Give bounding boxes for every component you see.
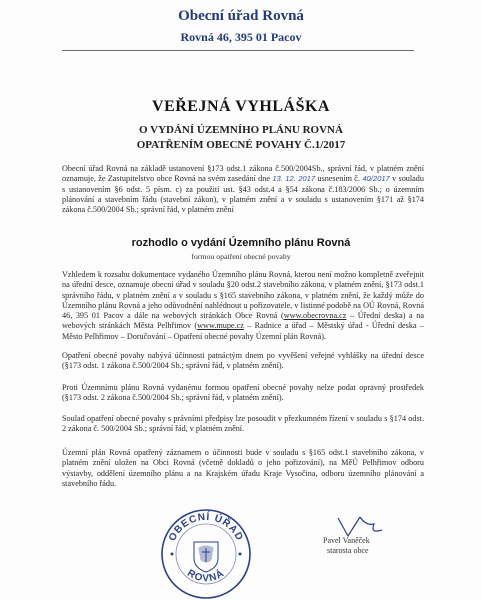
intro-text-a: Obecní úřad Rovná na základě ustanovení §173 odst.1 zákona č.500/2004Sb., správní řád, v platném znění oznamuje, že Zastupitelstvo obce Rovná na svém zasedání dne [62,164,424,184]
svg-text:ROVNÁ [185,566,227,584]
intro-text-b: usnesením č. [315,174,363,184]
decision-form: formou opatření obecné povahy [191,252,291,261]
decision-heading: rozhodlo o vydání Územního plánu Rovná [131,237,351,249]
link-mupe[interactable]: www.mupe.cz [197,321,244,331]
office-name: Obecní úřad Rovná [178,8,304,24]
signatory [323,536,370,556]
document-title: VEŘEJNÁ VYHLÁŠKA [152,98,330,115]
paragraph-effectiveness: Opatření obecné povahy nabývá účinnosti patnáctým dnem po vyvěšení veřejné vyhlášky na úřední desce (§173 odst. 1 zákona č.500/2004 Sb.; správní řád, v platném znění). [62,351,424,371]
p2-text-b: – Úřední deska) a na webových stránkách Města Pelhřimov ( [62,311,424,331]
p2-text-a: Vzhledem k rozsahu dokumentace vydaného Územního plánu Rovná, kterou není možno kompletně zveřejnit na úřední desce, oznamuje obecní úřad v souladu §20 odst.2 stavebního zákona, v platném znění, §173 odst.1 správního řádu, v platném znění a v souladu s §165 stavebního zákona, v platném znění, že každý může do Územního plánu Rovná a jeho odůvodnění nahlédnout u pořizovatele, v listinné podobě na OÚ Rovná, Rovná 46, 395 01 Pacov a dále na webových stránkách Obce Rovná ( [62,270,424,321]
stamp-text-top: OBECNÍ ÚŘAD [166,511,246,544]
stamp-text-bottom: ROVNÁ [185,567,227,585]
handwritten-date: 13. 12. 2017 [272,174,316,184]
p2-text-c: – Radnice a úřad – Městský úřad - Úřední deska – Město Pelhřimov – Doručování – Opatření obecné povahy Územní plán Rovná). [62,321,424,341]
intro-text-c: v souladu s ustanovením §6 odst. 5 písm. c) za použití ust. §43 odst.4 a §54 zákona č.183/2006 Sb.; o územním plánování a stavebním řádu (stavební zákon), v platném znění a v souladu s ustanovením §171 až §174 zákona č.500/2004 Sb.; správní řád, v platném znění [62,174,424,215]
coat-of-arms-icon [194,542,218,572]
document-subtitle-2: OPATŘENÍM OBECNÉ POVAHY Č.1/2017 [136,139,346,151]
intro-paragraph [62,164,424,215]
paragraph-storage: Územní plán Rovná opatřený záznamem o účinnosti bude v souladu s §165 odst.1 stavebního zákona, v platném znění uložen na Obci Rovná (včetně dokladů o jeho pořizování), na MěÚ Pelhřimov odboru výstavby, oddělení územního plánu a na Krajském úřadu Kraje Vysočina, odboru územního plánování a stavebního řádu. [62,448,424,488]
header-divider [62,50,414,51]
official-stamp [158,504,254,600]
paragraph-publication [62,270,424,342]
handwritten-resolution-number: 40/2017 [362,174,390,184]
signatory-role: starosta obce [327,546,369,555]
paragraph-review: Soulad opatření obecné povahy s právními předpisy lze posoudit v přezkumném řízení v souladu s §174 odst. 2 zákona č. 500/2004 Sb.; správní řád, v platném znění. [62,414,424,434]
document-subtitle-1: O VYDÁNÍ ÚZEMNÍHO PLÁNU ROVNÁ [139,124,343,136]
svg-text:OBECNÍ ÚŘAD [167,510,245,543]
paragraph-no-appeal: Proti Územnímu plánu Rovná vydanému formou opatření obecné povahy nelze podat opravný prostředek (§173 odst. 2 zákona č.500/2004 Sb.; správní řád, v platném znění). [62,383,424,403]
link-obecrovna[interactable]: www.obecrovna.cz [283,311,347,321]
office-address: Rovná 46, 395 01 Pacov [180,30,302,44]
signatory-name: Pavel Vaněček [323,536,370,545]
